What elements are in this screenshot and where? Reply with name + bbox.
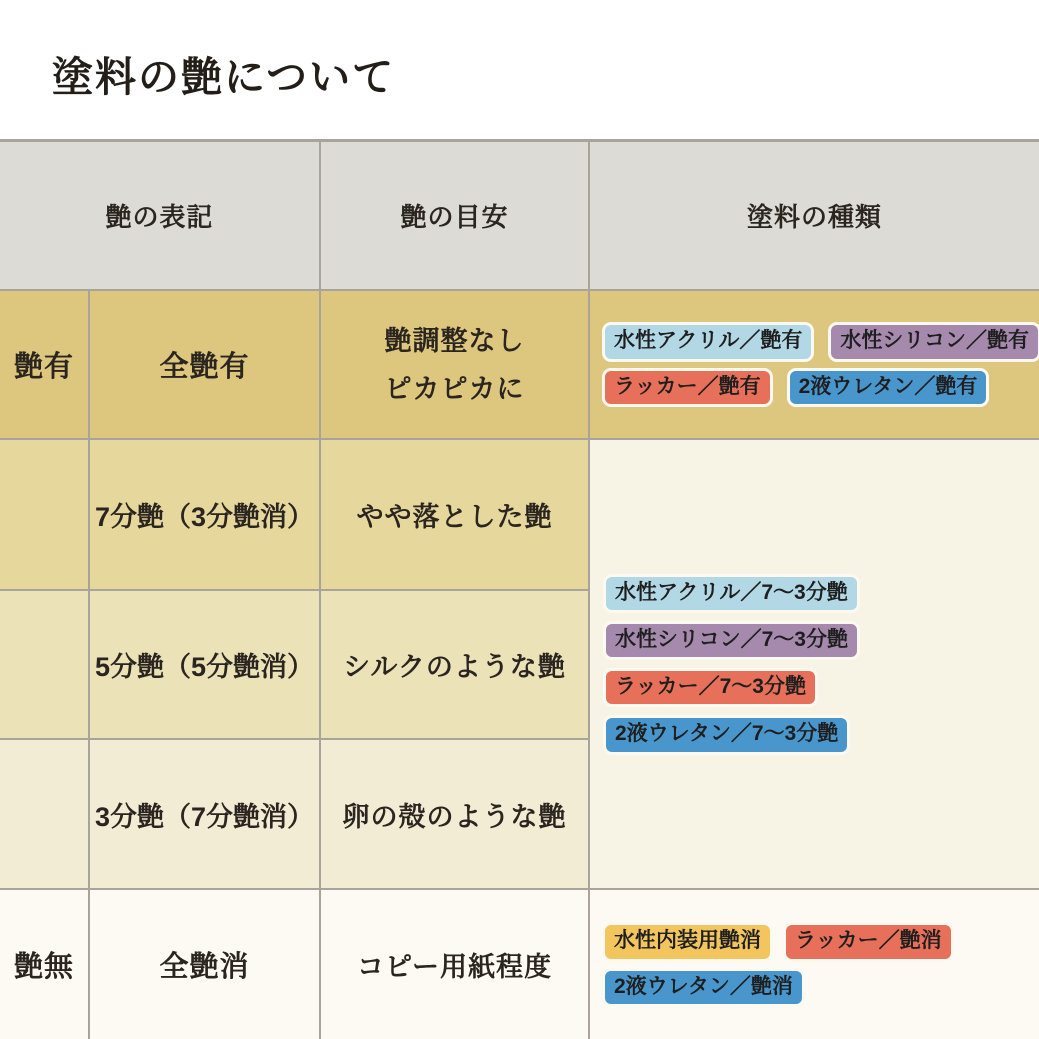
paint-badge: 水性シリコン／7〜3分艶 — [603, 621, 860, 660]
gloss-table — [0, 139, 1039, 1039]
paint-badge: 水性アクリル／7〜3分艶 — [603, 574, 860, 613]
paint-badge: 2液ウレタン／艶有 — [787, 368, 990, 407]
header-paint-types: 塗料の種類 — [590, 142, 1039, 291]
paint-badge: 2液ウレタン／7〜3分艶 — [603, 715, 850, 754]
category-cell-empty — [0, 440, 90, 591]
category-cell-glossy: 艶有 — [0, 291, 90, 440]
paint-badge: 水性アクリル／艶有 — [602, 322, 814, 361]
guide-cell-5bu: シルクのような艶 — [321, 591, 590, 740]
category-cell-matte: 艶無 — [0, 890, 90, 1039]
paint-badges-cell-glossy — [590, 291, 1039, 440]
header-gloss-notation: 艶の表記 — [0, 142, 321, 291]
guide-cell-3bu: 卵の殻のような艶 — [321, 740, 590, 890]
guide-cell-full-matte: コピー用紙程度 — [321, 890, 590, 1039]
header-gloss-guide: 艶の目安 — [321, 142, 590, 291]
category-cell-empty — [0, 740, 90, 890]
paint-badge: 水性シリコン／艶有 — [828, 322, 1039, 361]
paint-badges-cell-matte — [590, 890, 1039, 1039]
guide-line-2: ピカピカに — [384, 373, 525, 404]
notation-cell-5bu: 5分艶（5分艶消） — [90, 591, 321, 740]
notation-cell-full-matte: 全艶消 — [90, 890, 321, 1039]
page-title: 塗料の艶について — [52, 54, 396, 100]
paint-badges-cell-mid-gloss — [590, 440, 1039, 890]
notation-cell-7bu: 7分艶（3分艶消） — [90, 440, 321, 591]
guide-cell-full-gloss — [321, 291, 590, 440]
paint-badge: 2液ウレタン／艶消 — [602, 968, 805, 1007]
paint-badge: ラッカー／艶消 — [783, 922, 954, 961]
notation-cell-full-gloss: 全艶有 — [90, 291, 321, 440]
guide-cell-7bu: やや落とした艶 — [321, 440, 590, 591]
paint-badge: ラッカー／艶有 — [602, 368, 773, 407]
notation-cell-3bu: 3分艶（7分艶消） — [90, 740, 321, 890]
paint-badge: ラッカー／7〜3分艶 — [603, 668, 818, 707]
category-cell-empty — [0, 591, 90, 740]
guide-line-1: 艶調整なし — [384, 325, 525, 356]
paint-badge: 水性内装用艶消 — [602, 922, 773, 961]
